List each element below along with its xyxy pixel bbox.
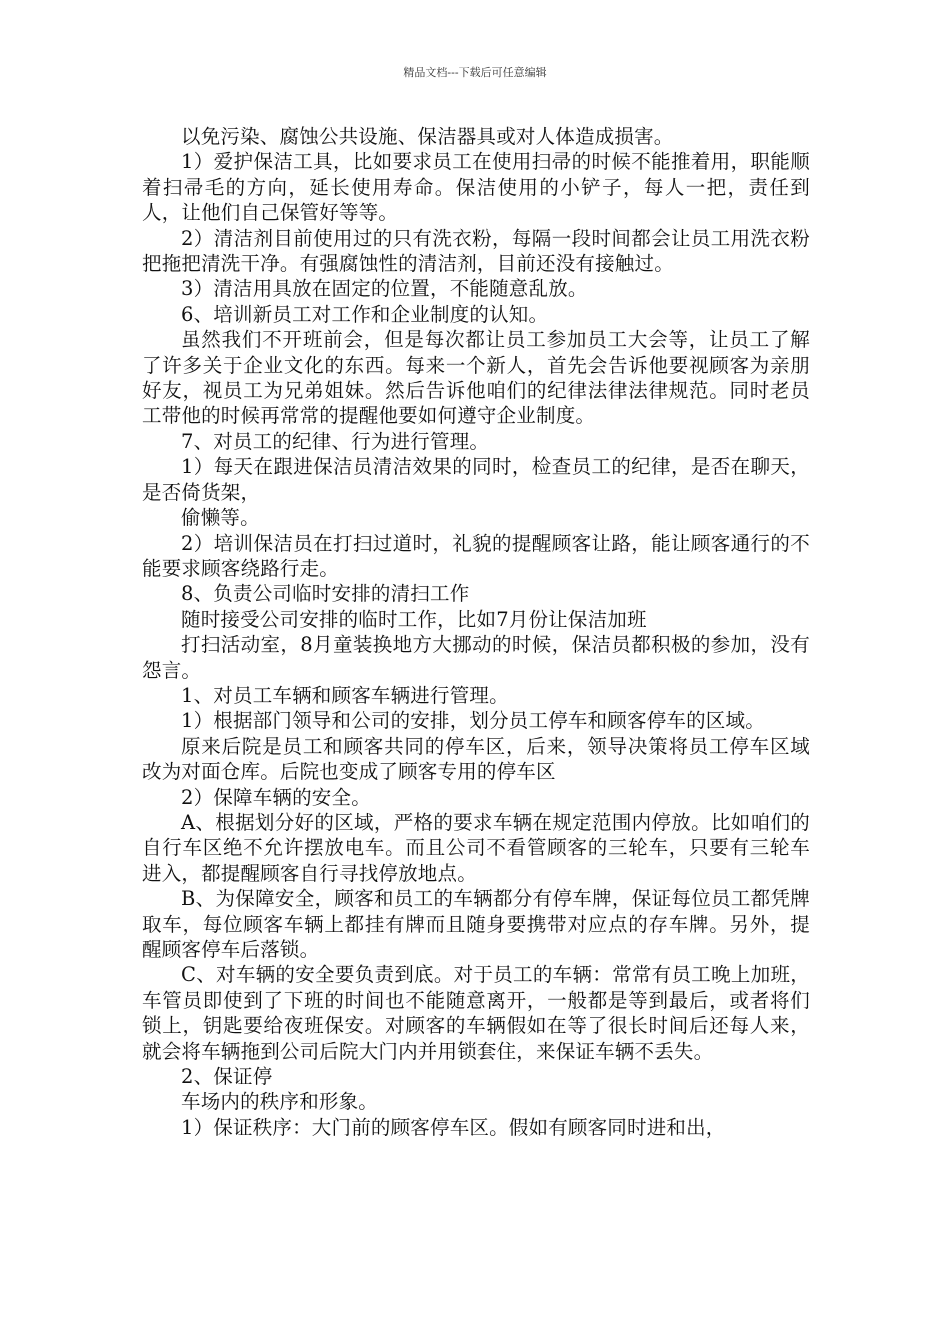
paragraph: 1）每天在跟进保洁员清洁效果的同时，检查员工的纪律，是否在聊天，是否倚货架，	[142, 455, 810, 504]
paragraph: 随时接受公司安排的临时工作，比如7月份让保洁加班	[181, 607, 647, 631]
section-heading: 6、培训新员工对工作和企业制度的认知。	[181, 302, 549, 326]
section-heading: 2、保证停	[181, 1065, 273, 1089]
paragraph: C、对车辆的安全要负责到底。对于员工的车辆：常常有员工晚上加班，车管员即使到了下班的时间也不能随意离开，一般都是等到最后，或者将们锁上，钥匙要给夜班保安。对顾客的车辆假如在等了很长时间后还每人来，就会将车辆拖到公司后院大门内并用锁套住，来保证车辆不丢失。	[142, 963, 810, 1063]
paragraph: 以免污染、腐蚀公共设施、保洁器具或对人体造成损害。	[181, 125, 674, 148]
paragraph: 1）根据部门领导和公司的安排，划分员工停车和顾客停车的区域。	[181, 709, 765, 733]
paragraph: 车场内的秩序和形象。	[181, 1090, 379, 1114]
paragraph: 原来后院是员工和顾客共同的停车区，后来，领导决策将员工停车区域改为对面仓库。后院也变成了顾客专用的停车区	[142, 734, 810, 784]
paragraph: 偷懒等。	[181, 506, 260, 530]
section-heading: 8、负责公司临时安排的清扫工作	[181, 582, 470, 606]
paragraph: 打扫活动室，8月童装换地方大挪动的时候，保洁员都积极的参加，没有怨言。	[142, 633, 810, 682]
paragraph: 1）保证秩序：大门前的顾客停车区。假如有顾客同时进和出，	[181, 1115, 726, 1139]
paragraph: 2）清洁剂目前使用过的只有洗衣粉，每隔一段时间都会让员工用洗衣粉把拖把清洗干净。有强腐蚀性的清洁剂，目前还没有接触过。	[142, 226, 810, 276]
paragraph: 1）爱护保洁工具，比如要求员工在使用扫帚的时候不能推着用，职能顺着扫帚毛的方向，延长使用寿命。保洁使用的小铲子，每人一把，责任到人，让他们自己保管好等等。	[142, 150, 810, 225]
document-body	[142, 124, 810, 1140]
paragraph: B、为保障安全，顾客和员工的车辆都分有停车牌，保证每位员工都凭牌取车，每位顾客车辆上都挂有牌而且随身要携带对应点的存车牌。另外，提醒顾客停车后落锁。	[142, 887, 810, 961]
page-header: 精品文档---下载后可任意编辑	[403, 66, 547, 79]
section-heading: 7、对员工的纪律、行为进行管理。	[181, 429, 490, 453]
paragraph: 2）培训保洁员在打扫过道时，礼貌的提醒顾客让路，能让顾客通行的不能要求顾客绕路行走。	[142, 531, 810, 580]
paragraph: 虽然我们不开班前会，但是每次都让员工参加员工大会等，让员工了解了许多关于企业文化的东西。每来一个新人，首先会告诉他要视顾客为亲朋好友，视员工为兄弟姐妹。然后告诉他咱们的纪律法律法律规范。同时老员工带他的时候再常常的提醒他要如何遵守企业制度。	[142, 328, 810, 428]
section-heading: 1、对员工车辆和顾客车辆进行管理。	[181, 683, 509, 707]
paragraph: 2）保障车辆的安全。	[181, 785, 371, 809]
paragraph: 3）清洁用具放在固定的位置，不能随意乱放。	[181, 277, 588, 301]
paragraph: A、根据划分好的区域，严格的要求车辆在规定范围内停放。比如咱们的自行车区绝不允许摆放电车。而且公司不看管顾客的三轮车，只要有三轮车进入，都提醒顾客自行寻找停放地点。	[142, 810, 810, 885]
